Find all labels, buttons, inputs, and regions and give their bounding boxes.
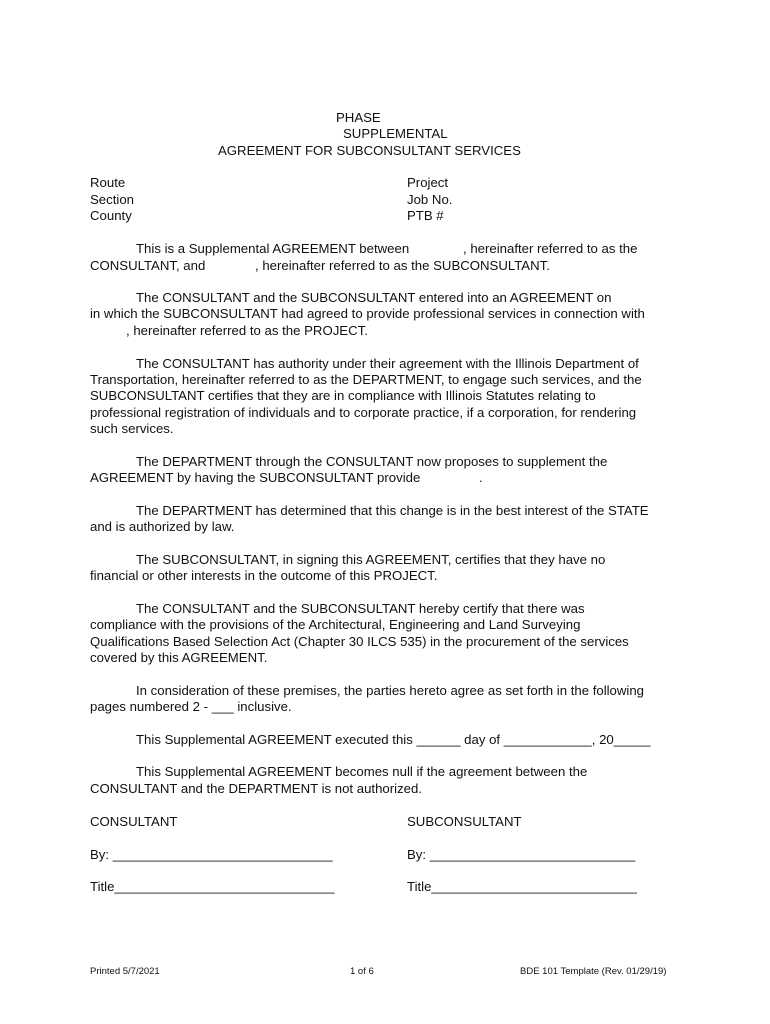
field-county-label: County [90,208,132,223]
p3-line2: Transportation, hereinafter referred to as the DEPARTMENT, to engage such services, and the [90,372,642,387]
signature-subconsultant-heading: SUBCONSULTANT [407,814,522,829]
footer-page-number: 1 of 6 [350,966,374,977]
p3-line4: professional registration of individuals and to corporate practice, if a corporation, for rendering [90,405,637,420]
field-ptb-label: PTB # [407,208,444,223]
signature-consultant-heading: CONSULTANT [90,814,178,829]
p5-line1: The DEPARTMENT has determined that this change is in the best interest of the STATE [136,503,649,518]
p3-line5: such services. [90,421,174,436]
p10-line1: This Supplemental AGREEMENT becomes null if the agreement between the [136,764,588,779]
p9-execution-line: This Supplemental AGREEMENT executed this ______ day of ____________, 20_____ [136,732,651,747]
field-section-label: Section [90,192,134,207]
title-phase: PHASE [336,110,381,125]
p1-line2a: CONSULTANT, and [90,258,206,273]
p4-line1: The DEPARTMENT through the CONSULTANT now proposes to supplement the [136,454,608,469]
p7-line3: Qualifications Based Selection Act (Chapter 30 ILCS 535) in the procurement of the services [90,634,629,649]
signature-consultant-by: By: ______________________________ [90,847,333,862]
p8-line2: pages numbered 2 - ___ inclusive. [90,699,292,714]
p2-line2: in which the SUBCONSULTANT had agreed to provide professional services in connection with [90,306,645,321]
p1-line2b: , hereinafter referred to as the SUBCONSULTANT. [255,258,550,273]
p1-line1b: , hereinafter referred to as the [463,241,638,256]
field-jobno-label: Job No. [407,192,453,207]
signature-subconsultant-by: By: ____________________________ [407,847,636,862]
title-supplemental: SUPPLEMENTAL [343,126,448,141]
p6-line2: financial or other interests in the outcome of this PROJECT. [90,568,438,583]
p7-line2: compliance with the provisions of the Architectural, Engineering and Land Surveying [90,617,581,632]
p10-line2: CONSULTANT and the DEPARTMENT is not authorized. [90,781,423,796]
field-project-label: Project [407,175,449,190]
p6-line1: The SUBCONSULTANT, in signing this AGREEMENT, certifies that they have no [136,552,606,567]
p8-line1: In consideration of these premises, the parties hereto agree as set forth in the following [136,683,645,698]
signature-consultant-title: Title______________________________ [90,879,335,894]
p5-line2: and is authorized by law. [90,519,235,534]
footer-printed-date: Printed 5/7/2021 [90,966,160,977]
p2-line3: , hereinafter referred to as the PROJECT. [126,323,368,338]
p4-period: . [479,470,483,485]
footer-template-id: BDE 101 Template (Rev. 01/29/19) [520,966,667,977]
field-route-label: Route [90,175,126,190]
title-agreement: AGREEMENT FOR SUBCONSULTANT SERVICES [218,143,521,158]
p4-line2: AGREEMENT by having the SUBCONSULTANT provide [90,470,421,485]
signature-subconsultant-title: Title____________________________ [407,879,637,894]
p3-line1: The CONSULTANT has authority under their agreement with the Illinois Department of [136,356,639,371]
p2-line1: The CONSULTANT and the SUBCONSULTANT entered into an AGREEMENT on [136,290,612,305]
p3-line3: SUBCONSULTANT certifies that they are in compliance with Illinois Statutes relating to [90,388,596,403]
p7-line4: covered by this AGREEMENT. [90,650,268,665]
p1-line1a: This is a Supplemental AGREEMENT between [136,241,410,256]
p7-line1: The CONSULTANT and the SUBCONSULTANT hereby certify that there was [136,601,585,616]
